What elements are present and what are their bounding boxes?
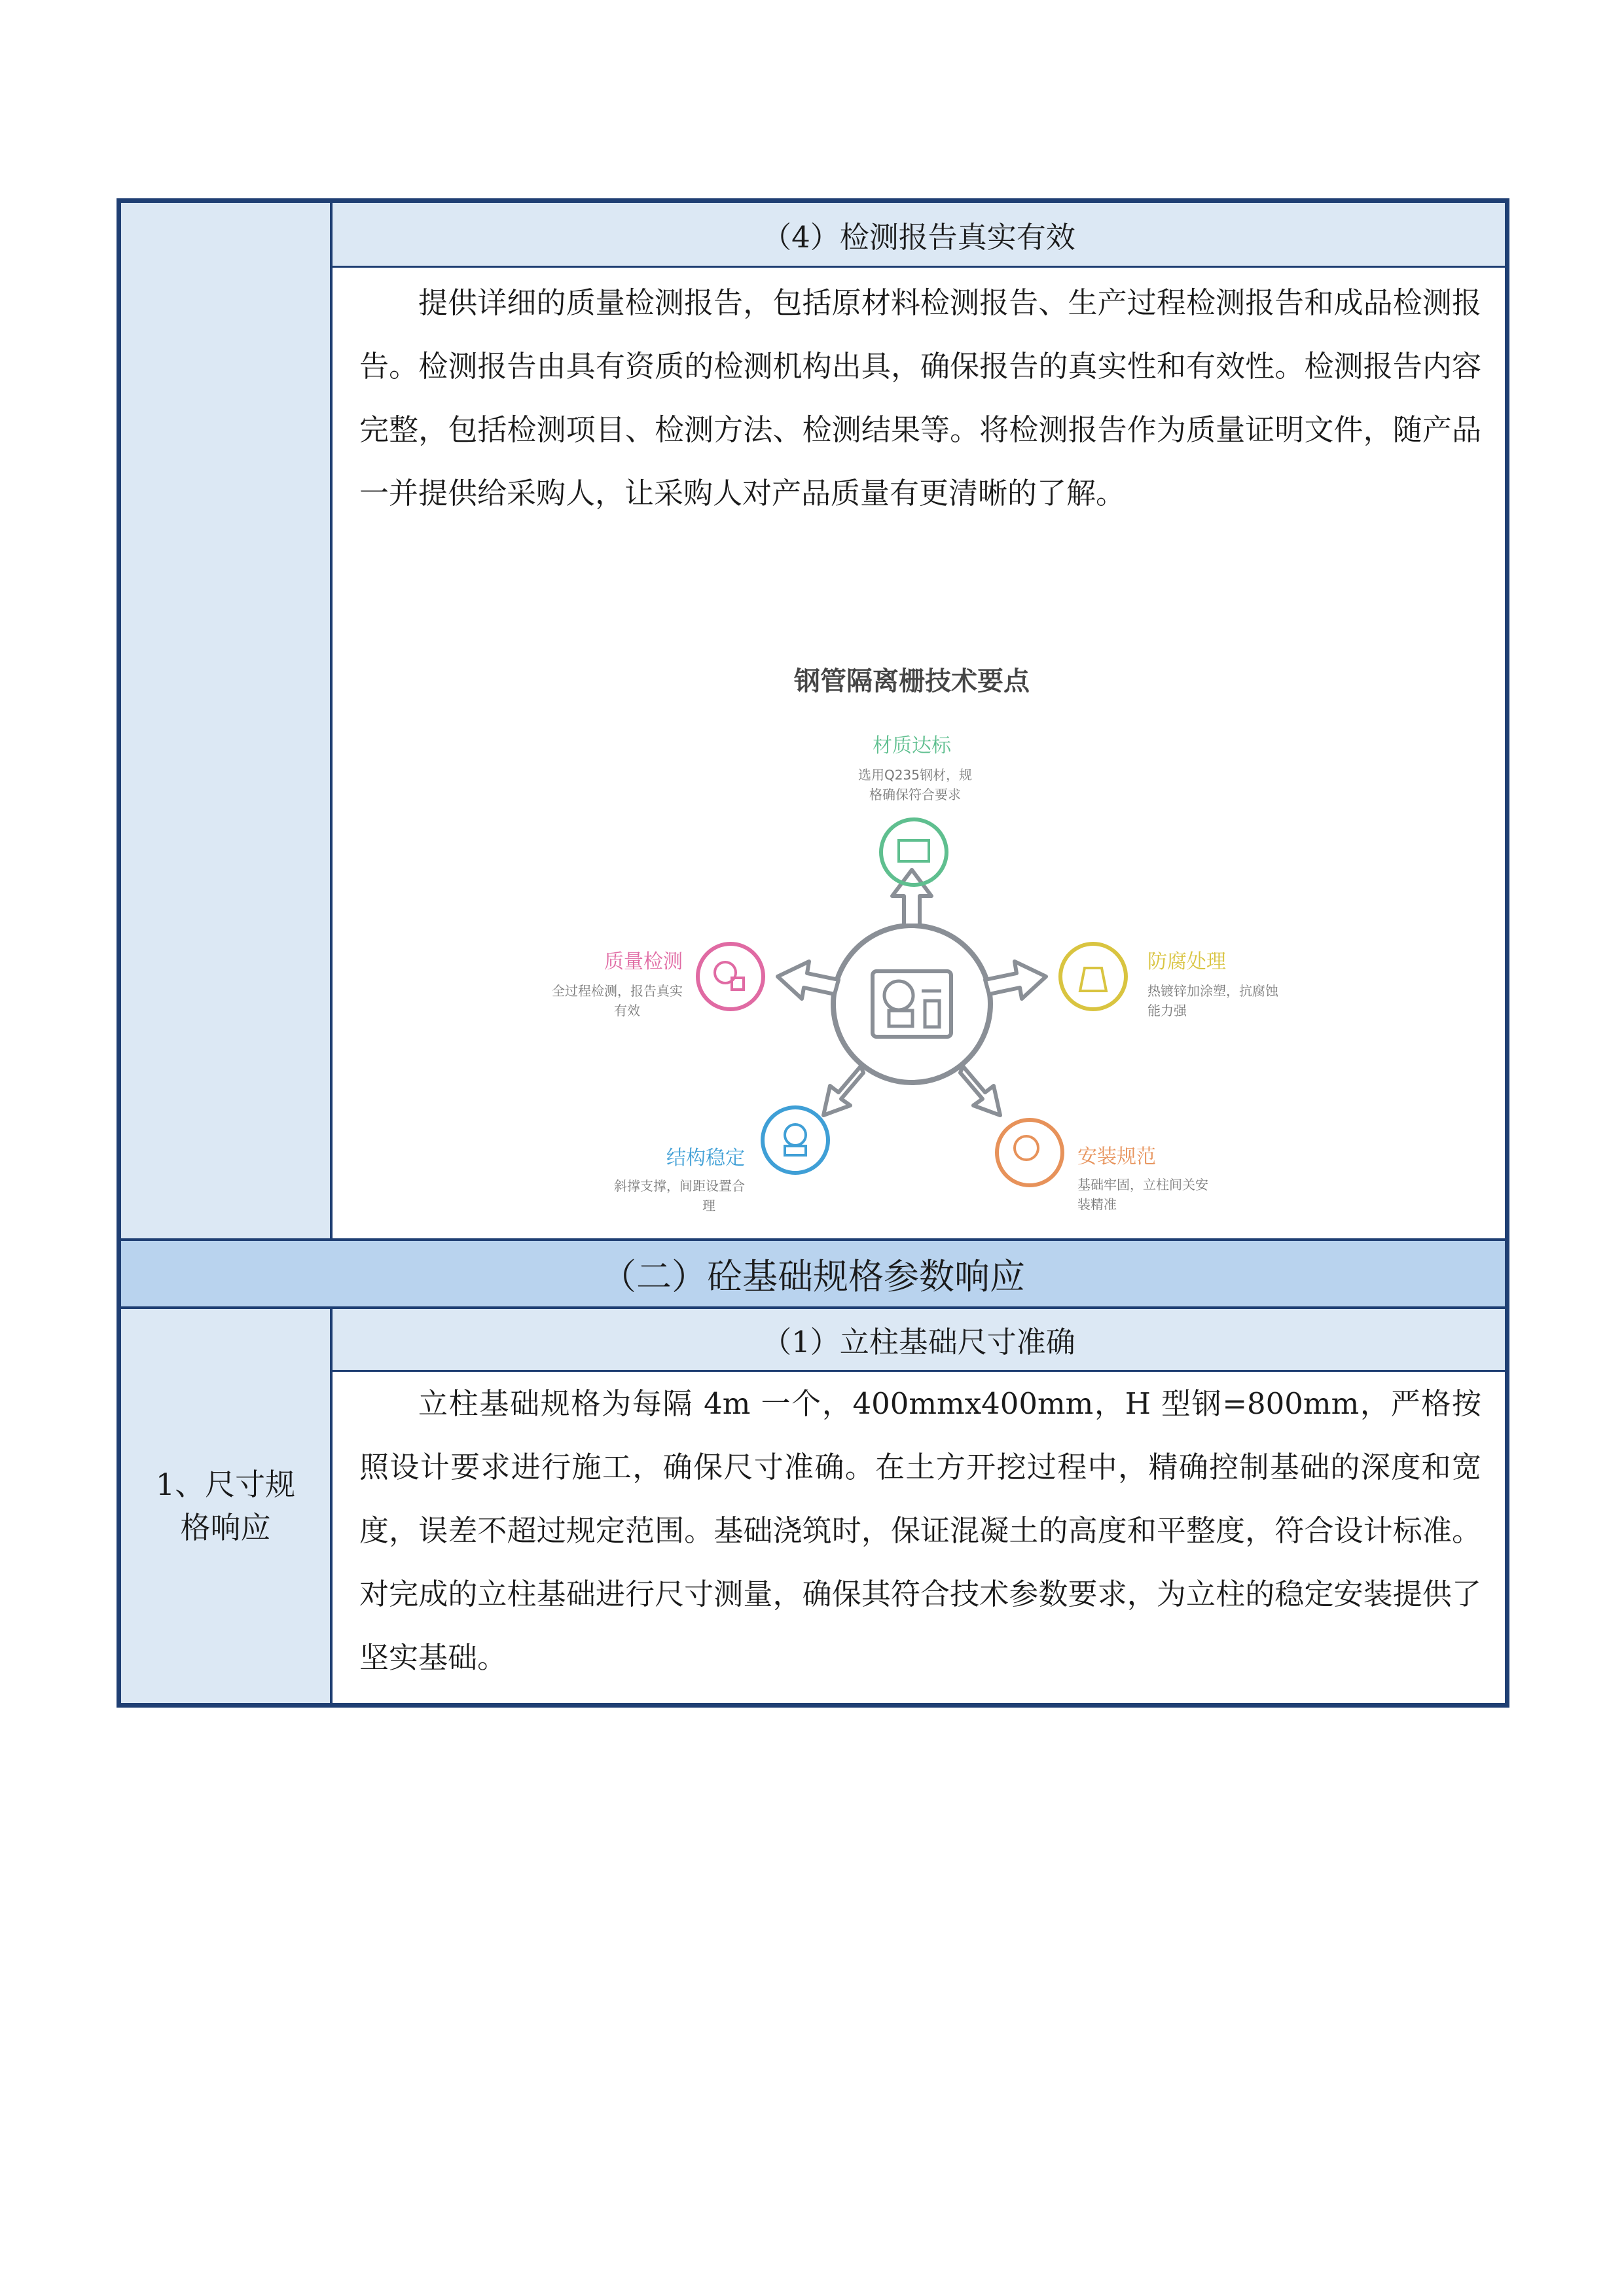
node-anticorrosion-desc1: 热镀锌加涂塑，抗腐蚀 (1147, 983, 1278, 999)
node-installation-title: 安装规范 (1077, 1145, 1156, 1168)
arrow-bottom-right (960, 1066, 1000, 1115)
diagram-title: 钢管隔离栅技术要点 (794, 666, 1030, 696)
arrow-right (985, 961, 1046, 999)
subheading-foundation-text: （1）立柱基础尺寸准确 (762, 1325, 1075, 1359)
node-installation (997, 1120, 1208, 1212)
node-installation-desc2: 装精准 (1077, 1196, 1117, 1212)
node-material-desc1: 选用Q235钢材，规 (858, 767, 972, 783)
center-hub (778, 870, 1046, 1115)
row-label-dimension: 1、尺寸规格响应 (155, 1467, 296, 1545)
node-structure-desc2: 理 (702, 1198, 715, 1213)
tech-points-diagram (493, 654, 1344, 1295)
inspection-report-paragraph: 提供详细的质量检测报告，包括原材料检测报告、生产过程检测报告和成品检测报告。检测报告由具有资质的检测机构出具，确保报告的真实性和有效性。检测报告内容完整，包括检测项目、检测方法、检测结果等。将检测报告作为质量证明文件，随产品一并提供给采购人，让采购人对产品质量有更清晰的了解。 (359, 285, 1481, 511)
content-cell-bottom (333, 1372, 1505, 1703)
node-structure-title: 结构稳定 (666, 1147, 745, 1170)
node-anticorrosion-desc2: 能力强 (1147, 1003, 1187, 1018)
subheading-text: （4）检测报告真实有效 (762, 219, 1075, 255)
anticorrosion-icon (1080, 968, 1106, 991)
subheading-foundation-size (333, 1309, 1505, 1372)
node-material-desc2: 格确保符合要求 (869, 787, 961, 802)
node-material (858, 734, 972, 885)
structure-icon (785, 1124, 806, 1145)
row-label-cell (121, 1309, 333, 1703)
document-table (117, 198, 1509, 1708)
board-icon (899, 840, 929, 861)
node-quality-title: 质量检测 (604, 950, 683, 973)
arrow-left (778, 961, 839, 999)
content-cell-top (333, 268, 1505, 1238)
node-installation-desc1: 基础牢固，立柱间关安 (1077, 1177, 1208, 1193)
node-structure (614, 1107, 828, 1213)
node-quality (552, 944, 763, 1018)
foundation-size-paragraph: 立柱基础规格为每隔 4m 一个，400mmx400mm，H 型钢=800mm，严格按照设计要求进行施工，确保尺寸准确。在土方开挖过程中，精确控制基础的深度和宽度，误差不超过规定范围。基础浇筑时，保证混凝土的高度和平整度，符合设计标准。对完成的立柱基础进行尺寸测量，确保其符合技术参数要求，为立柱的稳定安装提供了坚实基础。 (359, 1386, 1481, 1675)
subheading-inspection-report (333, 203, 1505, 268)
arrow-bottom-left (823, 1066, 863, 1115)
node-quality-desc1: 全过程检测，报告真实 (552, 983, 683, 999)
left-column-top (121, 203, 333, 1238)
section-heading-text: （二）砼基础规格参数响应 (601, 1255, 1025, 1297)
arrow-up (892, 870, 931, 925)
node-material-title: 材质达标 (873, 734, 951, 757)
section-heading-foundation (121, 1238, 1505, 1309)
node-anticorrosion-title: 防腐处理 (1147, 950, 1226, 973)
installation-icon (1015, 1136, 1038, 1160)
node-structure-desc1: 斜撑支撑，间距设置合 (614, 1178, 745, 1194)
node-anticorrosion (1060, 944, 1279, 1018)
node-quality-desc2: 有效 (614, 1003, 640, 1018)
